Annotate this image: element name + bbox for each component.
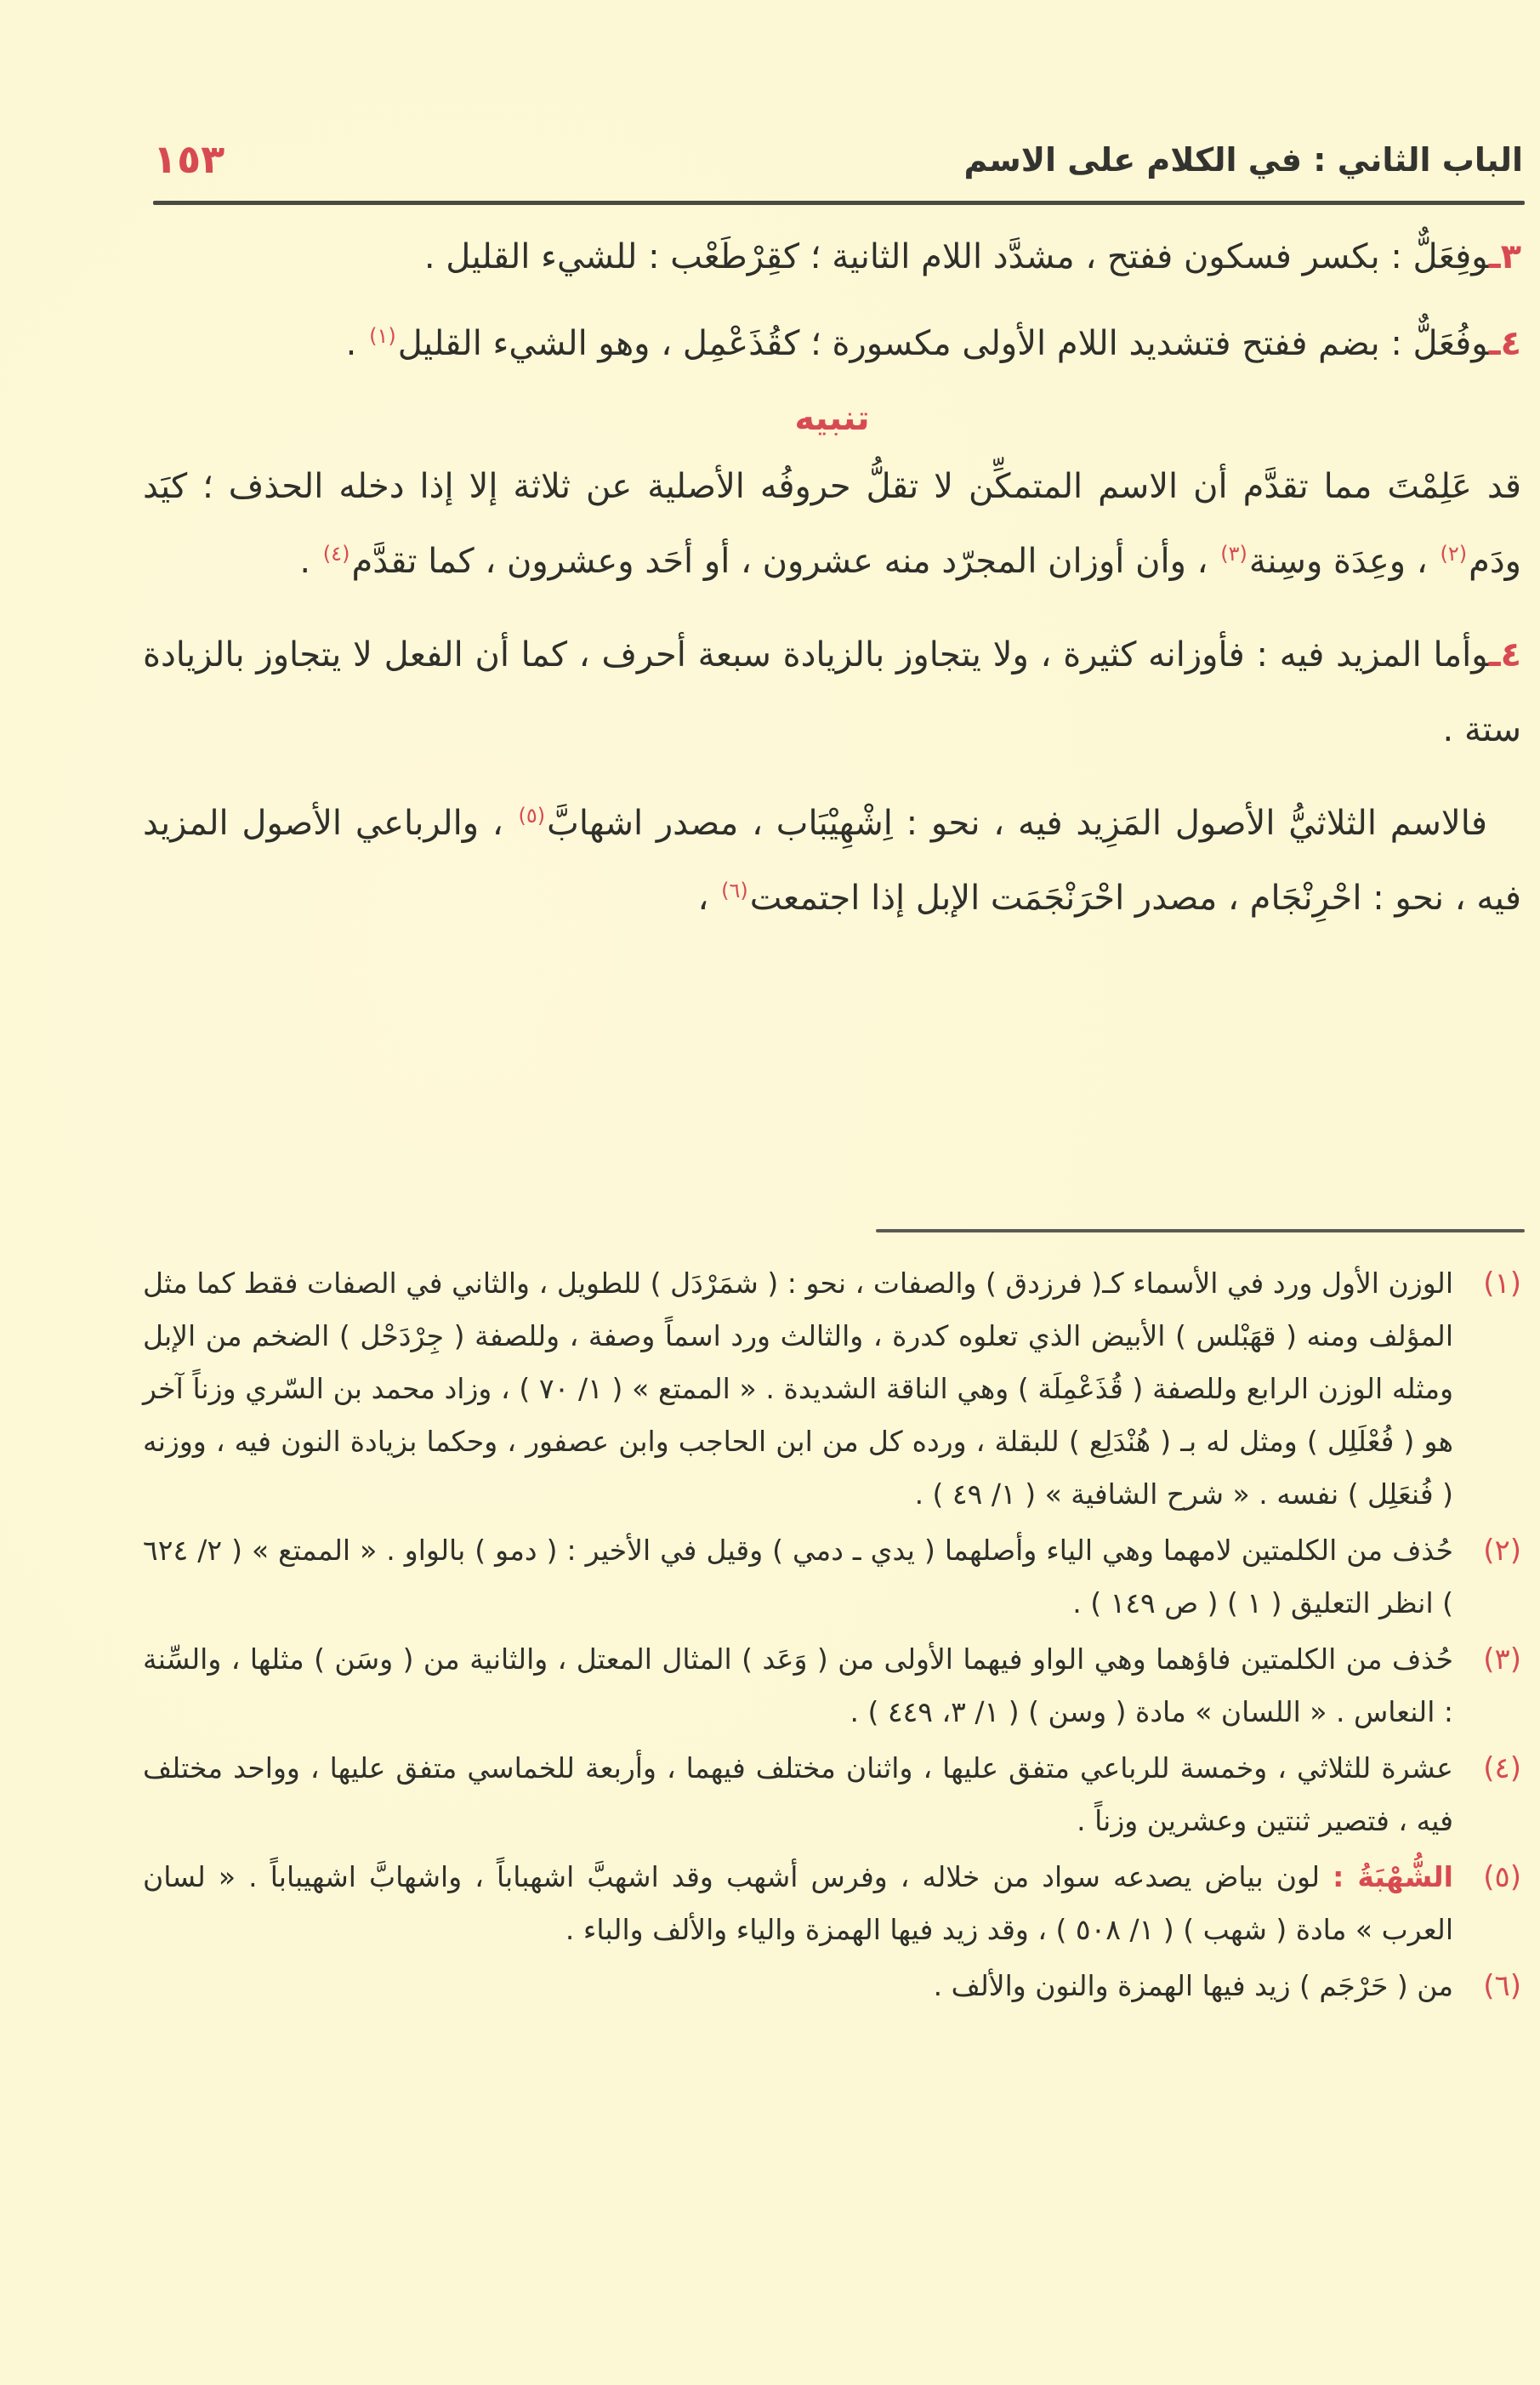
footnote-marker: (٦) — [1483, 1969, 1521, 2003]
footnote-ref-4[interactable]: (٤) — [322, 541, 350, 566]
footnote-6 — [143, 1960, 1521, 2012]
footnote-ref-5[interactable]: (٥) — [518, 803, 546, 828]
section-heading-tanbih: تنبيه — [794, 399, 870, 438]
footnote-marker: (٣) — [1483, 1642, 1521, 1676]
footnote-text: الشُّهْبَةُ : لون بياض يصدعه سواد من خلاله ، وفرس أشهب وقد اشهبَّ اشهباباً ، واشهابَّ اشهيباباً . « لسان العرب » مادة ( شهب ) ( ١/ ٥٠٨ ) ، وقد زيد فيها الهمزة والياء والألف والباء . — [143, 1860, 1453, 1946]
tanbih-paragraph: قد عَلِمْتَ مما تقدَّم أن الاسم المتمكِّن لا تقلُّ حروفُه الأصلية عن ثلاثة إلا إذا دخله الحذف ؛ كيَد ودَم$^{(٢)}$ ، وعِدَة وسِنة$^{(٣)}$ ، وأن أوزان المجرّد منه عشرون ، أو أحَد وعشرون ، كما تقدَّم$^{(٤)}$ . — [143, 467, 1521, 581]
mazid-examples-paragraph: فالاسم الثلاثيُّ الأصول المَزِيد فيه ، نحو : اِشْهِيْبَاب ، مصدر اشهابَّ$^{(٥)}$ ، والرباعي الأصول المزيد فيه ، نحو : احْرِنْجَام ، مصدر احْرَنْجَمَت الإبل إذا اجتمعت$^{(٦)}$ ، — [143, 803, 1521, 918]
chapter-title: الباب الثاني : في الكلام على الاسم — [963, 141, 1523, 179]
footnote-ref-2[interactable]: (٢) — [1440, 541, 1468, 566]
footnote-text: حُذف من الكلمتين لامهما وهي الياء وأصلهما ( يدي ـ دمي ) وقيل في الأخير : ( دمو ) بالواو . « الممتع » ( ٢/ ٦٢٤ ) انظر التعليق ( ١ ) ( ص ١٤٩ ) . — [143, 1534, 1453, 1619]
footnote-text: الوزن الأول ورد في الأسماء كـ( فرزدق ) والصفات ، نحو : ( شمَرْدَل ) للطويل ، والثاني في الصفات فقط كما مثل المؤلف ومنه ( قهَبْلس ) الأبيض الذي تعلوه كدرة ، والثالث ورد اسماً وصفة ، وللصفة ( جِرْدَحْل ) الضخم من الإبل ومثله الوزن الرابع وللصفة ( قُذَعْمِلَة ) وهي الناقة الشديدة . « الممتع » ( ١/ ٧٠ ) ، وزاد محمد بن السّري وزناً آخر هو ( فُعْلَلِل ) ومثل له بـ ( هُنْدَلِع ) للبقلة ، ورده كل من ابن الحاجب وابن عصفور ، وحكما بزيادة النون فيه ، ووزنه ( فُنعَلِل ) نفسه . « شرح الشافية » ( ١/ ٤٩ ) . — [143, 1266, 1454, 1511]
item-4-mazid — [143, 618, 1521, 767]
footnote-text: عشرة للثلاثي ، وخمسة للرباعي متفق عليها ، واثنان مختلف فيهما ، وأربعة للخماسي متفق عليها ، وواحد مختلف فيه ، فتصير ثنتين وعشرين وزناً . — [143, 1751, 1453, 1837]
item-text: وأما المزيد فيه : فأوزانه كثيرة ، ولا يتجاوز بالزيادة سبعة أحرف ، كما أن الفعل لا يتجاوز بالزيادة ستة . — [143, 635, 1521, 749]
footnote-marker: (١) — [1483, 1266, 1521, 1301]
item-text: وفِعَلٌّ : بكسر فسكون ففتح ، مشدَّد اللام الثانية ؛ كقِرْطَعْب : للشيء القليل . — [423, 237, 1489, 276]
footnote-text: من ( حَرْجَم ) زيد فيها الهمزة والنون والألف . — [933, 1969, 1453, 2002]
footnotes — [143, 1257, 1521, 2016]
item-number: ٤ـ — [1488, 635, 1521, 675]
footnote-1 — [143, 1257, 1521, 1521]
item-3 — [143, 219, 1521, 294]
page-number: ١٥٣ — [153, 136, 225, 182]
item-number: ٤ـ — [1488, 324, 1521, 363]
footnote-5 — [143, 1851, 1521, 1956]
footnote-3 — [143, 1633, 1521, 1739]
footnote-headword: الشُّهْبَةُ : — [1333, 1860, 1453, 1893]
item-number: ٣ـ — [1488, 237, 1521, 276]
footnote-marker: (٥) — [1483, 1860, 1521, 1894]
footnote-4 — [143, 1742, 1521, 1847]
footnote-ref-1[interactable]: (١) — [369, 323, 396, 348]
item-text: وفُعَلٌّ : بضم ففتح فتشديد اللام الأولى مكسورة ؛ كقُذَعْمِل ، وهو الشيء القليل — [397, 324, 1489, 363]
running-header — [153, 136, 1523, 196]
main-text — [143, 219, 1521, 936]
footnote-ref-6[interactable]: (٦) — [721, 878, 748, 902]
footnote-marker: (٢) — [1483, 1534, 1521, 1568]
item-4-fuallil: ٤ـوفُعَلٌّ : بضم ففتح فتشديد اللام الأولى مكسورة ؛ كقُذَعْمِل ، وهو الشيء القليل$^{(١)}$ . — [345, 323, 1521, 363]
footnote-marker: (٤) — [1483, 1751, 1521, 1785]
header-divider — [153, 201, 1525, 205]
footnote-text: حُذف من الكلمتين فاؤهما وهي الواو فيهما الأولى من ( وَعَد ) المثال المعتل ، والثانية من ( وسَن ) مثلها ، والسِّنة : النعاس . « اللسان » مادة ( وسن ) ( ١/ ٣، ٤٤٩ ) . — [143, 1642, 1453, 1728]
footnote-2 — [143, 1524, 1521, 1630]
footnote-ref-3[interactable]: (٣) — [1220, 541, 1247, 566]
footnote-divider — [876, 1229, 1525, 1232]
